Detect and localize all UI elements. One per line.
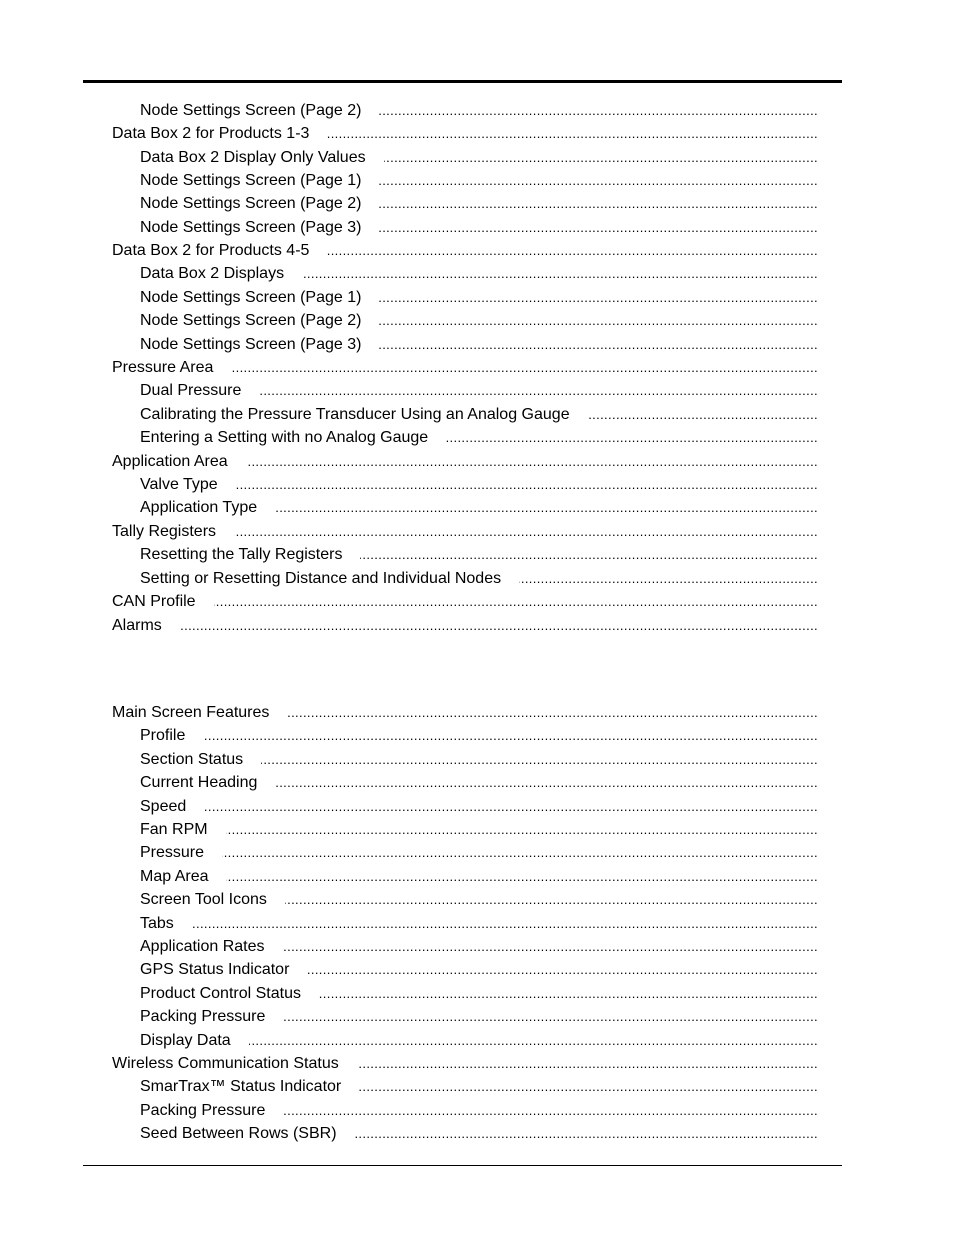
toc-entry-title: Current Heading: [140, 774, 258, 791]
toc-entry[interactable]: [140, 982, 818, 1005]
dot-leader: [519, 567, 818, 590]
toc-entry-title: Node Settings Screen (Page 2): [140, 195, 362, 212]
toc-entry-title: Application Area: [112, 453, 228, 470]
dot-leader: [234, 520, 818, 543]
dot-leader: [204, 795, 818, 818]
footer-rule: [83, 1165, 842, 1166]
toc-entry[interactable]: [140, 724, 818, 747]
toc-entry[interactable]: [140, 169, 818, 192]
dot-leader: [357, 1052, 818, 1075]
toc-entry[interactable]: [112, 450, 818, 473]
dot-leader: [283, 1005, 818, 1028]
toc-entry-title: Fan RPM: [140, 821, 208, 838]
dot-leader: [249, 1029, 818, 1052]
toc-entry[interactable]: [140, 1122, 818, 1145]
toc-entry[interactable]: [140, 473, 818, 496]
toc-entry[interactable]: [112, 1052, 818, 1075]
toc-entry[interactable]: [140, 1075, 818, 1098]
dot-leader: [384, 146, 818, 169]
dot-leader: [259, 379, 818, 402]
toc-entry[interactable]: [140, 99, 818, 122]
dot-leader: [588, 403, 818, 426]
toc-entry[interactable]: [140, 379, 818, 402]
toc-entry-title: Speed: [140, 798, 187, 815]
toc-entry-title: Node Settings Screen (Page 3): [140, 219, 362, 236]
dot-leader: [214, 590, 818, 613]
toc-entry[interactable]: [140, 935, 818, 958]
toc-entry-title: SmarTrax™ Status Indicator: [140, 1078, 342, 1095]
toc-entry-title: Product Control Status: [140, 985, 301, 1002]
toc-entry[interactable]: [112, 520, 818, 543]
toc-entry-title: Packing Pressure: [140, 1102, 266, 1119]
dot-leader: [180, 614, 818, 637]
toc-entry-title: Display Data: [140, 1032, 231, 1049]
dot-leader: [360, 543, 818, 566]
toc-entry-title: Tally Registers: [112, 523, 217, 540]
toc-entry[interactable]: [140, 262, 818, 285]
toc-entry-title: Node Settings Screen (Page 2): [140, 102, 362, 119]
toc-entry-title: Screen Tool Icons: [140, 891, 267, 908]
dot-leader: [379, 169, 818, 192]
toc-entry[interactable]: [112, 122, 818, 145]
dot-leader: [285, 888, 818, 911]
dot-leader: [203, 724, 818, 747]
toc-entry-title: Node Settings Screen (Page 1): [140, 289, 362, 306]
toc-entry[interactable]: [140, 818, 818, 841]
toc-entry[interactable]: [112, 356, 818, 379]
dot-leader: [236, 473, 818, 496]
toc-entry-title: Tabs: [140, 915, 174, 932]
toc-entry-title: Pressure Area: [112, 359, 214, 376]
toc-entry[interactable]: [112, 701, 818, 724]
toc-entry-title: Dual Pressure: [140, 382, 242, 399]
toc-entry-title: Main Screen Features: [112, 704, 270, 721]
toc-entry[interactable]: [140, 1099, 818, 1122]
toc-entry-title: Wireless Communication Status: [112, 1055, 339, 1072]
toc-entry[interactable]: [140, 426, 818, 449]
toc-entry-title: Profile: [140, 727, 186, 744]
toc-entry[interactable]: [140, 286, 818, 309]
dot-leader: [226, 818, 818, 841]
toc-entry-title: Alarms: [112, 617, 162, 634]
dot-leader: [283, 1099, 818, 1122]
dot-leader: [231, 356, 818, 379]
toc-entry[interactable]: [140, 795, 818, 818]
toc-entry[interactable]: [140, 192, 818, 215]
dot-leader: [379, 286, 818, 309]
dot-leader: [287, 701, 818, 724]
toc-entry[interactable]: [140, 1005, 818, 1028]
dot-leader: [319, 982, 818, 1005]
toc-entry-title: Node Settings Screen (Page 2): [140, 312, 362, 329]
toc-entry[interactable]: [140, 543, 818, 566]
dot-leader: [446, 426, 818, 449]
toc-entry-title: Data Box 2 for Products 1-3: [112, 125, 310, 142]
toc-entry-title: Resetting the Tally Registers: [140, 546, 343, 563]
toc-entry-title: Entering a Setting with no Analog Gauge: [140, 429, 429, 446]
toc-entry[interactable]: [112, 239, 818, 262]
dot-leader: [275, 771, 818, 794]
toc-entry[interactable]: [140, 958, 818, 981]
dot-leader: [261, 748, 818, 771]
dot-leader: [302, 262, 818, 285]
dot-leader: [246, 450, 818, 473]
toc-entry-title: Node Settings Screen (Page 3): [140, 336, 362, 353]
dot-leader: [283, 935, 818, 958]
toc-entry[interactable]: [140, 865, 818, 888]
dot-leader: [192, 912, 818, 935]
dot-leader: [275, 496, 818, 519]
toc-entry-title: GPS Status Indicator: [140, 961, 290, 978]
toc-entry-title: Section Status: [140, 751, 244, 768]
toc-entry[interactable]: [112, 590, 818, 613]
toc-entry[interactable]: [140, 567, 818, 590]
toc-entry[interactable]: [140, 841, 818, 864]
toc-entry-title: Node Settings Screen (Page 1): [140, 172, 362, 189]
toc-entry-title: Seed Between Rows (SBR): [140, 1125, 337, 1142]
toc-entry-title: Map Area: [140, 868, 209, 885]
dot-leader: [379, 333, 818, 356]
dot-leader: [379, 216, 818, 239]
dot-leader: [359, 1075, 818, 1098]
toc-entry-title: Setting or Resetting Distance and Individual Nodes: [140, 570, 502, 587]
toc-entry-title: CAN Profile: [112, 593, 196, 610]
dot-leader: [226, 865, 818, 888]
toc-entry[interactable]: [140, 146, 818, 169]
dot-leader: [379, 99, 818, 122]
toc-entry-title: Data Box 2 for Products 4-5: [112, 242, 310, 259]
toc-entry[interactable]: [140, 912, 818, 935]
toc-entry[interactable]: [140, 748, 818, 771]
dot-leader: [327, 122, 818, 145]
toc-entry[interactable]: [140, 333, 818, 356]
dot-leader: [379, 309, 818, 332]
toc-entry-title: Pressure: [140, 844, 205, 861]
toc-entry-title: Data Box 2 Displays: [140, 265, 285, 282]
toc-entry-title: Calibrating the Pressure Transducer Using an Analog Gauge: [140, 406, 570, 423]
toc-entry[interactable]: [140, 888, 818, 911]
toc-entry-title: Packing Pressure: [140, 1008, 266, 1025]
toc-entry[interactable]: [140, 309, 818, 332]
dot-leader: [307, 958, 818, 981]
toc-entry[interactable]: [140, 771, 818, 794]
dot-leader: [355, 1122, 818, 1145]
toc-entry-title: Data Box 2 Display Only Values: [140, 149, 366, 166]
toc-entry-title: Application Type: [140, 499, 258, 516]
toc-entry-title: Valve Type: [140, 476, 218, 493]
dot-leader: [327, 239, 818, 262]
toc-entry-title: Application Rates: [140, 938, 265, 955]
toc-entry[interactable]: [140, 1029, 818, 1052]
toc-entry[interactable]: [140, 216, 818, 239]
dot-leader: [379, 192, 818, 215]
toc-entry[interactable]: [140, 403, 818, 426]
toc-entry[interactable]: [112, 614, 818, 637]
dot-leader: [222, 841, 818, 864]
toc-entry[interactable]: [140, 496, 818, 519]
